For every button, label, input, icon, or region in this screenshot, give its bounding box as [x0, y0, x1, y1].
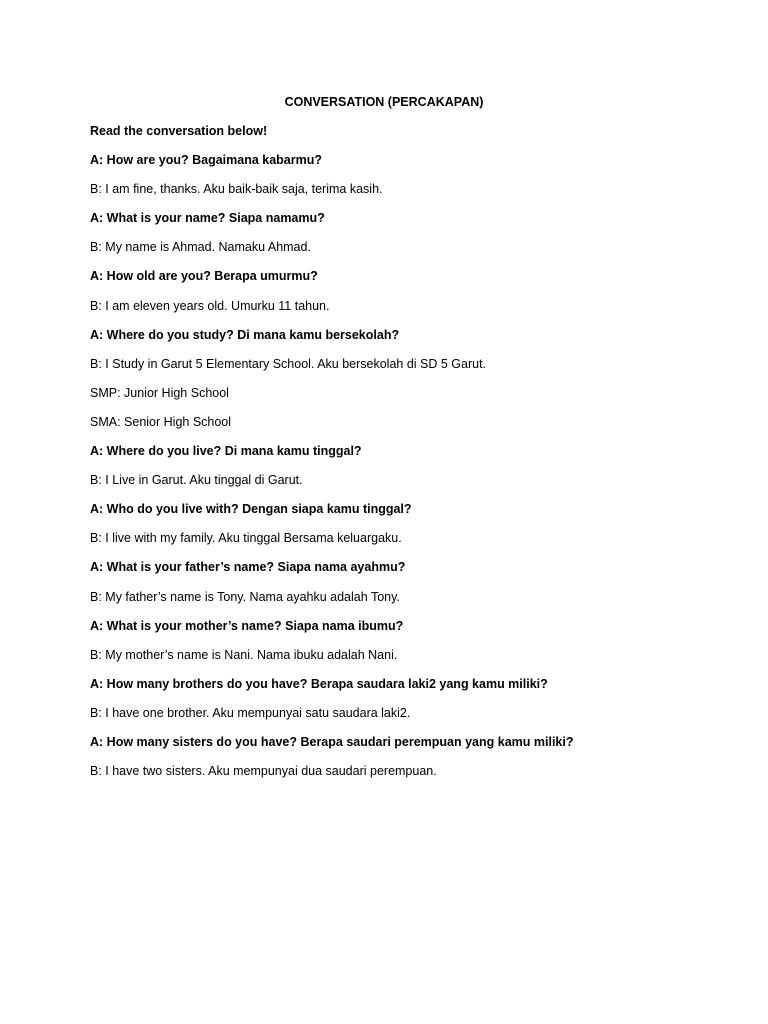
question-line: A: How old are you? Berapa umurmu?: [90, 269, 318, 284]
conversation-list: [90, 123, 730, 792]
answer-line: B: I am fine, thanks. Aku baik-baik saja, terima kasih.: [90, 182, 383, 197]
question-line: A: What is your mother’s name? Siapa nama ibumu?: [90, 618, 404, 633]
question-line: A: How many brothers do you have? Berapa saudara laki2 yang kamu miliki?: [90, 676, 548, 691]
question-line: A: How are you? Bagaimana kabarmu?: [90, 153, 323, 168]
answer-line: B: My mother’s name is Nani. Nama ibuku adalah Nani.: [90, 647, 398, 662]
answer-line: B: I live with my family. Aku tinggal Bersama keluargaku.: [90, 531, 402, 546]
answer-line: B: I Live in Garut. Aku tinggal di Garut.: [90, 473, 303, 488]
question-line: A: Where do you study? Di mana kamu bersekolah?: [90, 327, 400, 342]
question-line: A: What is your father’s name? Siapa nama ayahmu?: [90, 560, 406, 575]
instruction-text: Read the conversation below!: [90, 124, 268, 138]
answer-line: B: I have two sisters. Aku mempunyai dua saudari perempuan.: [90, 764, 437, 779]
answer-line: B: My name is Ahmad. Namaku Ahmad.: [90, 240, 311, 255]
note-line: SMP: Junior High School: [90, 385, 229, 400]
answer-line: B: I am eleven years old. Umurku 11 tahun.: [90, 298, 330, 313]
note-line: SMA: Senior High School: [90, 414, 232, 429]
question-line: A: How many sisters do you have? Berapa saudari perempuan yang kamu miliki?: [90, 734, 574, 749]
document-title: CONVERSATION (PERCAKAPAN): [284, 95, 484, 109]
answer-line: B: I have one brother. Aku mempunyai satu saudara laki2.: [90, 705, 411, 720]
question-line: A: Who do you live with? Dengan siapa kamu tinggal?: [90, 502, 412, 517]
question-line: A: What is your name? Siapa namamu?: [90, 211, 325, 226]
question-line: A: Where do you live? Di mana kamu tinggal?: [90, 444, 362, 459]
answer-line: B: I Study in Garut 5 Elementary School. Aku bersekolah di SD 5 Garut.: [90, 356, 487, 371]
answer-line: B: My father’s name is Tony. Nama ayahku adalah Tony.: [90, 589, 400, 604]
